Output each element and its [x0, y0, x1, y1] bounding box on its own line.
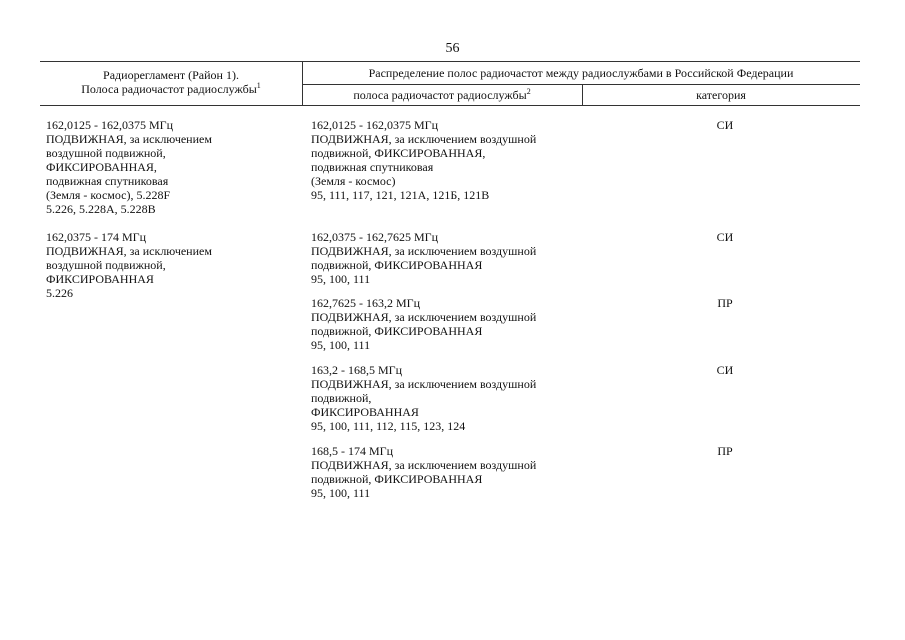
page-number: 56 — [445, 41, 460, 56]
header-col3-sub: категория — [696, 88, 746, 102]
right-row-1-category: СИ — [716, 118, 734, 132]
right-row-2-text: 162,0375 - 162,7625 МГц ПОДВИЖНАЯ, за исключением воздушной подвижной, ФИКСИРОВАННАЯ 95, 100, 111 — [311, 230, 537, 286]
right-row-2-category: СИ — [716, 230, 734, 244]
right-row-3-category: ПР — [717, 296, 733, 310]
footnote-marker-1: 1 — [256, 81, 261, 90]
right-row-5-text: 168,5 - 174 МГц ПОДВИЖНАЯ, за исключением воздушной подвижной, ФИКСИРОВАННАЯ 95, 100, 111 — [311, 444, 537, 500]
footnote-marker-2: 2 — [526, 87, 531, 96]
left-block-1: 162,0125 - 162,0375 МГц ПОДВИЖНАЯ, за исключением воздушной подвижной, ФИКСИРОВАННАЯ, подвижная спутниковая (Земля - космос), 5.228F 5.226, 5.228A, 5.228B — [46, 118, 212, 216]
header-col2-sub: полоса радиочастот радиослужбы$^2$ — [353, 87, 531, 102]
right-row-4-text: 163,2 - 168,5 МГц ПОДВИЖНАЯ, за исключением воздушной подвижной, ФИКСИРОВАННАЯ 95, 100, 111, 112, 115, 123, 124 — [311, 363, 537, 433]
header-col1-line2: Полоса радиочастот радиослужбы$^1$ — [81, 81, 261, 96]
table-top-rule — [40, 61, 860, 62]
header-col1 — [40, 68, 302, 96]
header-mid-rule — [302, 84, 860, 85]
right-row-3-text: 162,7625 - 163,2 МГц ПОДВИЖНАЯ, за исключением воздушной подвижной, ФИКСИРОВАННАЯ 95, 100, 111 — [311, 296, 537, 352]
right-row-4-category: СИ — [716, 363, 734, 377]
header-bottom-rule — [40, 105, 860, 106]
header-col2-title: Распределение полос радиочастот между радиослужбами в Российской Федерации — [368, 66, 794, 80]
right-row-5-category: ПР — [717, 444, 733, 458]
header-col1-line1: Радиорегламент (Район 1). — [103, 68, 239, 82]
left-block-2: 162,0375 - 174 МГц ПОДВИЖНАЯ, за исключением воздушной подвижной, ФИКСИРОВАННАЯ 5.226 — [46, 230, 212, 300]
right-row-1-text: 162,0125 - 162,0375 МГц ПОДВИЖНАЯ, за исключением воздушной подвижной, ФИКСИРОВАННАЯ, подвижная спутниковая (Земля - космос) 95, 111, 117, 121, 121А, 121Б, 121В — [311, 118, 537, 202]
